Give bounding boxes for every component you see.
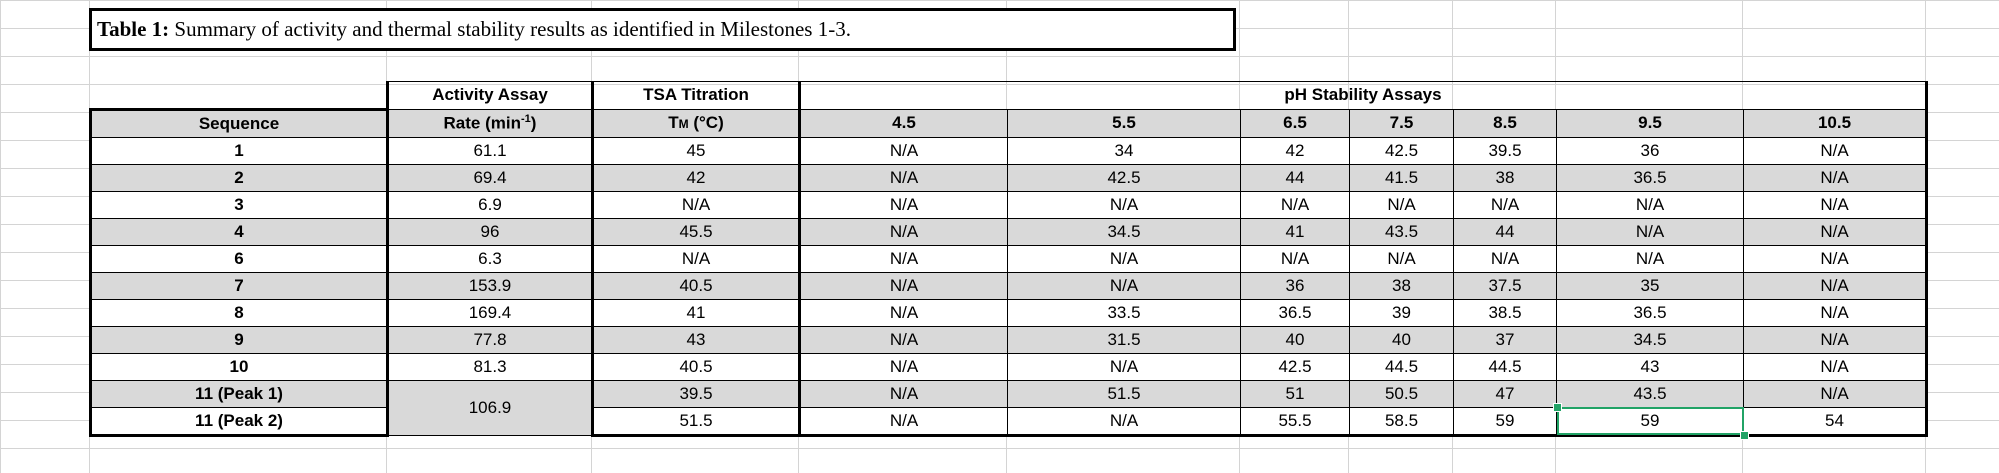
ph-cell[interactable]: N/A [1241,245,1350,272]
ph-cell[interactable]: N/A [1744,272,1927,299]
ph-cell[interactable]: N/A [800,191,1008,218]
rate-cell[interactable]: 169.4 [388,299,593,326]
ph-cell[interactable]: 43 [1557,353,1744,380]
ph-cell[interactable]: N/A [1008,353,1241,380]
table-row [91,164,1927,191]
empty-header-cell[interactable] [91,82,388,110]
rate-cell[interactable]: 69.4 [388,164,593,191]
tsa-titration-header[interactable]: TSA Titration [593,82,800,110]
ph-cell[interactable]: 40 [1350,326,1454,353]
ph-cell[interactable]: 39 [1350,299,1454,326]
tm-header[interactable] [593,109,800,137]
ph-cell[interactable]: N/A [1008,272,1241,299]
tm-label: T [668,113,679,132]
ph-cell[interactable]: N/A [800,353,1008,380]
ph-cell[interactable]: N/A [1008,191,1241,218]
rate-cell[interactable]: 6.3 [388,245,593,272]
rate-cell[interactable]: 153.9 [388,272,593,299]
ph-cell[interactable]: N/A [800,218,1008,245]
ph-cell[interactable]: 44.5 [1454,353,1557,380]
ph-cell[interactable]: 34.5 [1008,218,1241,245]
ph-cell[interactable]: N/A [1744,218,1927,245]
ph-cell[interactable]: 43.5 [1557,380,1744,407]
ph-cell[interactable]: N/A [1350,191,1454,218]
tsa-cell[interactable]: N/A [593,191,800,218]
ph-9-5-header[interactable]: 9.5 [1557,109,1744,137]
ph-6-5-header[interactable]: 6.5 [1241,109,1350,137]
table-row [91,218,1927,245]
ph-cell[interactable]: 37.5 [1454,272,1557,299]
ph-cell[interactable]: N/A [800,137,1008,164]
ph-cell[interactable]: N/A [1008,407,1241,435]
rate-close: ) [530,113,537,133]
tsa-cell[interactable]: 40.5 [593,353,800,380]
ph-stability-header[interactable]: pH Stability Assays [800,82,1927,110]
selection-handle-top-left[interactable] [1553,403,1562,412]
ph-cell[interactable]: 33.5 [1008,299,1241,326]
rate-exponent: -1 [521,112,531,125]
ph-cell[interactable]: N/A [800,164,1008,191]
ph-cell[interactable]: 44.5 [1350,353,1454,380]
caption-label: Table 1: [97,17,170,41]
tm-subscript: M [678,117,689,131]
ph-cell[interactable]: N/A [1350,245,1454,272]
ph-cell[interactable]: 42.5 [1241,353,1350,380]
sequence-cell[interactable]: 1 [91,137,388,164]
ph-cell[interactable]: N/A [1744,245,1927,272]
ph-cell[interactable]: 36.5 [1241,299,1350,326]
ph-cell[interactable]: 47 [1454,380,1557,407]
sequence-cell[interactable]: 3 [91,191,388,218]
table-row [91,137,1927,164]
ph-cell[interactable]: N/A [1557,191,1744,218]
ph-cell[interactable]: N/A [1744,164,1927,191]
ph-cell[interactable]: 44 [1241,164,1350,191]
ph-cell[interactable]: N/A [1241,191,1350,218]
ph-cell[interactable]: 35 [1557,272,1744,299]
ph-cell[interactable]: 34.5 [1557,326,1744,353]
ph-cell[interactable]: 55.5 [1241,407,1350,435]
tsa-cell[interactable]: 51.5 [593,407,800,435]
ph-cell[interactable]: 36 [1557,137,1744,164]
ph-cell[interactable]: N/A [1744,137,1927,164]
tsa-cell[interactable]: 43 [593,326,800,353]
ph-cell[interactable]: 50.5 [1350,380,1454,407]
ph-cell[interactable]: 37 [1454,326,1557,353]
ph-10-5-header[interactable]: 10.5 [1744,109,1927,137]
rate-cell[interactable]: 96 [388,218,593,245]
ph-cell[interactable]: 43.5 [1350,218,1454,245]
rate-cell[interactable]: 61.1 [388,137,593,164]
selected-cell[interactable]: 59 [1557,407,1744,435]
ph-cell[interactable]: 38 [1454,164,1557,191]
ph-cell[interactable]: 39.5 [1454,137,1557,164]
ph-cell[interactable]: 51.5 [1008,380,1241,407]
rate-cell[interactable]: 6.9 [388,191,593,218]
ph-cell[interactable]: 36.5 [1557,164,1744,191]
ph-cell[interactable]: N/A [1454,245,1557,272]
rate-cell[interactable]: 81.3 [388,353,593,380]
ph-cell[interactable]: N/A [800,245,1008,272]
ph-cell[interactable]: N/A [800,407,1008,435]
tm-unit: (°C) [688,113,724,132]
table-row [91,272,1927,299]
ph-cell[interactable]: 38 [1350,272,1454,299]
tsa-cell[interactable]: N/A [593,245,800,272]
table-row [91,245,1927,272]
ph-cell[interactable]: 36 [1241,272,1350,299]
ph-cell[interactable]: N/A [1744,326,1927,353]
ph-cell[interactable]: 38.5 [1454,299,1557,326]
ph-cell[interactable]: N/A [800,380,1008,407]
tsa-cell[interactable]: 42 [593,164,800,191]
ph-cell[interactable]: 54 [1744,407,1927,435]
selection-handle-bottom-right[interactable] [1740,431,1749,440]
tsa-cell[interactable]: 41 [593,299,800,326]
table-body [91,137,1927,435]
ph-cell[interactable]: N/A [1008,245,1241,272]
ph-cell[interactable]: 40 [1241,326,1350,353]
table-row [91,407,1927,435]
ph-cell[interactable]: N/A [800,326,1008,353]
header-row-columns [91,109,1927,137]
ph-cell[interactable]: 42.5 [1008,164,1241,191]
ph-8-5-header[interactable]: 8.5 [1454,109,1557,137]
ph-5-5-header[interactable]: 5.5 [1008,109,1241,137]
ph-cell[interactable]: 58.5 [1350,407,1454,435]
sequence-header[interactable]: Sequence [91,109,388,137]
ph-cell[interactable]: 42.5 [1350,137,1454,164]
ph-cell[interactable]: N/A [800,299,1008,326]
ph-cell[interactable]: 44 [1454,218,1557,245]
sequence-cell[interactable]: 10 [91,353,388,380]
sequence-cell[interactable]: 2 [91,164,388,191]
activity-assay-header[interactable]: Activity Assay [388,82,593,110]
table-caption[interactable] [89,8,1236,51]
rate-cell[interactable]: 77.8 [388,326,593,353]
header-row-group [91,82,1927,110]
sequence-cell[interactable]: 6 [91,245,388,272]
results-table [89,81,1928,437]
table-row [91,353,1927,380]
ph-cell[interactable]: N/A [1744,299,1927,326]
ph-cell[interactable]: N/A [1744,380,1927,407]
ph-cell[interactable]: N/A [1557,245,1744,272]
ph-cell[interactable]: 41 [1241,218,1350,245]
ph-cell[interactable]: 34 [1008,137,1241,164]
tsa-cell[interactable]: 45 [593,137,800,164]
sequence-cell[interactable]: 11 (Peak 1) [91,380,388,407]
caption-text: Summary of activity and thermal stability results as identified in Milestones 1-3. [169,17,851,41]
ph-cell[interactable]: 59 [1454,407,1557,435]
ph-cell[interactable]: 31.5 [1008,326,1241,353]
ph-cell[interactable]: 42 [1241,137,1350,164]
ph-cell[interactable]: N/A [1557,218,1744,245]
tsa-cell[interactable]: 40.5 [593,272,800,299]
rate-header[interactable] [388,109,593,137]
ph-cell[interactable]: 51 [1241,380,1350,407]
table-row [91,326,1927,353]
table-row [91,299,1927,326]
ph-cell[interactable]: N/A [800,272,1008,299]
sequence-cell[interactable]: 4 [91,218,388,245]
sequence-cell[interactable]: 9 [91,326,388,353]
table-row [91,380,1927,407]
ph-4-5-header[interactable]: 4.5 [800,109,1008,137]
sequence-cell[interactable]: 11 (Peak 2) [91,407,388,435]
ph-7-5-header[interactable]: 7.5 [1350,109,1454,137]
tsa-cell[interactable]: 39.5 [593,380,800,407]
rate-cell[interactable]: 106.9 [388,380,593,435]
ph-cell[interactable]: 41.5 [1350,164,1454,191]
sequence-cell[interactable]: 8 [91,299,388,326]
sequence-cell[interactable]: 7 [91,272,388,299]
ph-cell[interactable]: N/A [1744,353,1927,380]
tsa-cell[interactable]: 45.5 [593,218,800,245]
table-row [91,191,1927,218]
ph-cell[interactable]: 36.5 [1557,299,1744,326]
ph-cell[interactable]: N/A [1744,191,1927,218]
rate-label: Rate (min [443,113,521,133]
ph-cell[interactable]: N/A [1454,191,1557,218]
